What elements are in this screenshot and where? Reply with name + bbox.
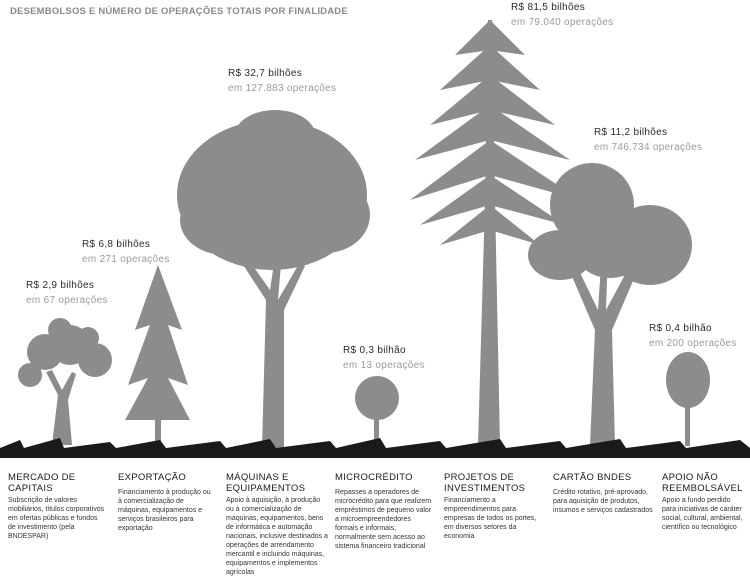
category-cartao-bndes: CARTÃO BNDES <box>553 472 632 483</box>
operations-label: em 200 operações <box>649 338 737 349</box>
operations-label: em 746.734 operações <box>594 142 703 153</box>
operations-label: em 271 operações <box>82 254 170 265</box>
tree-microcredito <box>355 376 399 446</box>
ground-line <box>0 438 750 458</box>
value-label-projetos <box>511 0 613 30</box>
category-apoio-nao-reembolsavel: APOIO NÃO REEMBOLSÁVEL <box>662 472 743 494</box>
value-label-apoio <box>649 321 737 351</box>
amount-label: R$ 0,4 bilhão <box>649 323 712 334</box>
tree-apoio-nao-reembolsavel <box>666 352 710 446</box>
operations-label: em 79.040 operações <box>511 17 614 28</box>
tree-exportacao <box>125 265 190 446</box>
amount-label: R$ 2,9 bilhões <box>26 280 95 291</box>
operations-label: em 127.883 operações <box>228 83 337 94</box>
description-cartao-bndes: Crédito rotativo, pré-aprovado, para aquisição de produtos, insumos e serviços cadastrados <box>553 489 653 514</box>
description-mercado-de-capitais: Subscrição de valores mobiliários, títulos corporativos em ofertas públicas e fundos de investimento (pela BNDESPAR) <box>8 497 105 540</box>
value-label-exportacao <box>82 237 170 267</box>
amount-label: R$ 11,2 bilhões <box>594 127 668 138</box>
value-label-cartao <box>594 125 702 155</box>
amount-label: R$ 0,3 bilhão <box>343 345 406 356</box>
tree-cartao-bndes <box>528 163 692 445</box>
description-exportacao: Financiamento à produção ou à comercialização de máquinas, equipamentos e serviços brasileiros para exportação <box>118 489 211 532</box>
value-label-microcredito <box>343 343 425 373</box>
tree-maquinas-e-equipamentos <box>177 110 370 448</box>
description-maquinas-e-equipamentos: Apoio à aquisição, à produção ou à comercialização de máquinas, equipamentos, bens de informática e automação nacionais, inclusive destinados a operações de arrendamento mercantil e incluindo máquinas, equipamentos e implementos agrícolas <box>226 497 328 576</box>
amount-label: R$ 32,7 bilhões <box>228 68 302 79</box>
category-microcredito: MICROCRÉDITO <box>335 472 413 483</box>
category-exportacao: EXPORTAÇÃO <box>118 472 187 483</box>
description-apoio-nao-reembolsavel: Apoio a fundo perdido para iniciativas de caráter social, cultural, ambiental, científico ou tecnológico <box>662 497 743 531</box>
amount-label: R$ 6,8 bilhões <box>82 239 151 250</box>
description-microcredito: Repasses a operadores de microcrédito para que realizem empréstimos de pequeno valor a microempreendedores formais e informais, normalmente sem acesso ao sistema financeiro tradicional <box>335 489 432 550</box>
chart-title: DESEMBOLSOS E NÚMERO DE OPERAÇÕES TOTAIS POR FINALIDADE <box>10 6 348 17</box>
operations-label: em 13 operações <box>343 360 425 371</box>
category-mercado-de-capitais: MERCADO DE CAPITAIS <box>8 472 76 494</box>
tree-mercado-de-capitais <box>18 318 112 445</box>
operations-label: em 67 operações <box>26 295 108 306</box>
description-projetos-de-investimentos: Financiamento a empreendimentos para empresas de todos os portes, em diversos setores da economia <box>444 497 537 540</box>
value-label-maquinas <box>228 66 336 96</box>
category-projetos-de-investimentos: PROJETOS DE INVESTIMENTOS <box>444 472 526 494</box>
value-label-mercado <box>26 278 108 308</box>
amount-label: R$ 81,5 bilhões <box>511 2 585 13</box>
category-maquinas-e-equipamentos: MÁQUINAS E EQUIPAMENTOS <box>226 472 306 494</box>
